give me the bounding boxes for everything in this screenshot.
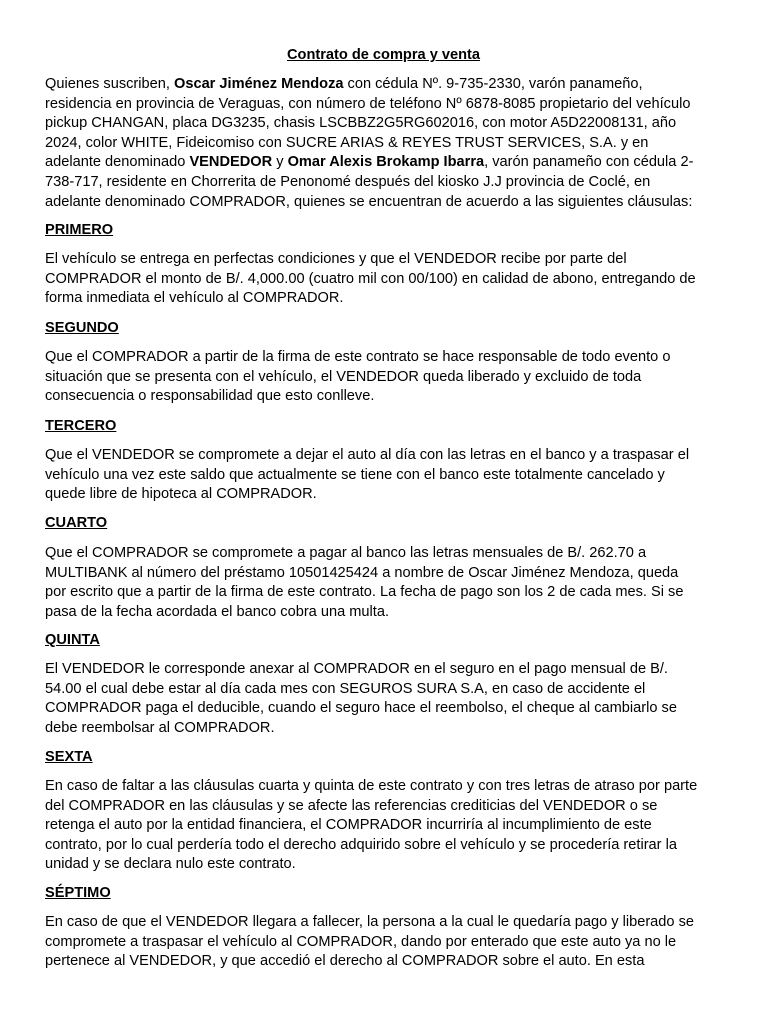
clause-line: unidad y se declara nulo este contrato. <box>45 856 296 873</box>
clause-line: El vehículo se entrega en perfectas condiciones y que el VENDEDOR recibe por parte del <box>45 251 627 267</box>
clause-line: situación que se presenta con el vehículo, el VENDEDOR queda liberado y excluido de toda <box>45 368 642 385</box>
clause-line: consecuencia o responsabilidad que esto conlleve. <box>45 388 375 405</box>
document-title: Contrato de compra y venta <box>286 47 480 63</box>
clause-body-cuarto <box>45 544 722 622</box>
intro-line: Quienes suscriben, Oscar Jiménez Mendoza con cédula Nº. 9-735-2330, varón panameño, <box>45 76 643 92</box>
clause-line: forma inmediata el vehículo al COMPRADOR. <box>45 290 344 307</box>
intro-line: adelante denominado COMPRADOR, quienes se encuentran de acuerdo a las siguientes cláusulas: <box>45 193 693 210</box>
clause-line: pasa de la fecha acordada el banco cobra una multa. <box>45 603 390 620</box>
clause-body-quinta <box>45 660 722 738</box>
clause-body-primero <box>45 250 722 309</box>
clause-line: por escrito que a partir de la firma de este contrato. La fecha de pago son los 2 de cada mes. Si se <box>45 584 684 601</box>
clause-body-segundo <box>45 348 722 407</box>
clause-line: Que el VENDEDOR se compromete a dejar el auto al día con las letras en el banco y a traspasar el <box>45 447 690 463</box>
intro-line: adelante denominado VENDEDOR y Omar Alexis Brokamp Ibarra, varón panameño con cédula 2- <box>45 154 694 171</box>
clause-heading-tercero: TERCERO <box>45 418 117 434</box>
clause-line: MULTIBANK al número del préstamo 10501425424 a nombre de Oscar Jiménez Mendoza, queda <box>45 564 679 581</box>
intro-paragraph <box>45 75 722 212</box>
clause-line: debe reembolsar al COMPRADOR. <box>45 719 275 736</box>
clause-line: contrato, por lo cual perdería todo el derecho adquirido sobre el vehículo y se procedería retirar la <box>45 836 677 853</box>
clause-line: En caso de que el VENDEDOR llegara a fallecer, la persona a la cual le quedaría pago y liberado se <box>45 914 695 930</box>
clause-line: El VENDEDOR le corresponde anexar al COMPRADOR en el seguro en el pago mensual de B/. <box>45 661 668 677</box>
clause-line: 54.00 el cual debe estar al día cada mes con SEGUROS SURA S.A, en caso de accidente el <box>45 680 646 697</box>
clause-line: del COMPRADOR en las cláusulas y se afecte las referencias crediticias del VENDEDOR o se <box>45 797 658 814</box>
clause-body-tercero <box>45 446 722 505</box>
clause-heading-primero: PRIMERO <box>45 222 114 238</box>
clause-body-septimo <box>45 913 722 972</box>
clause-heading-sexta: SEXTA <box>45 749 93 765</box>
clause-heading-septimo: SÉPTIMO <box>45 885 111 901</box>
intro-line: 738-717, residente en Chorrerita de Penonomé después del kiosko J.J provincia de Coclé, en <box>45 173 651 190</box>
clause-line: Que el COMPRADOR a partir de la firma de este contrato se hace responsable de todo evento o <box>45 349 671 365</box>
clause-line: COMPRADOR paga el deducible, cuando el seguro hace el reembolso, el cheque al cambiarlo se <box>45 700 677 717</box>
clause-heading-segundo: SEGUNDO <box>45 320 119 336</box>
clause-line: quede libre de hipoteca al COMPRADOR. <box>45 486 317 503</box>
clause-line: compromete a traspasar el vehículo al COMPRADOR, dando por enterado que este auto ya no le <box>45 933 677 950</box>
seller-label: VENDEDOR <box>189 154 273 171</box>
clause-line: vehículo una vez este saldo que actualmente se tiene con el banco este totalmente cancelado y <box>45 466 665 483</box>
clause-heading-cuarto: CUARTO <box>45 515 108 531</box>
clause-line: Que el COMPRADOR se compromete a pagar al banco las letras mensuales de B/. 262.70 a <box>45 545 647 561</box>
clause-heading-quinta: QUINTA <box>45 632 100 648</box>
clause-body-sexta <box>45 777 722 875</box>
intro-line: residencia en provincia de Veraguas, con número de teléfono Nº 6878-8085 propietario del vehículo <box>45 95 691 112</box>
buyer-name: Omar Alexis Brokamp Ibarra <box>287 154 485 171</box>
clause-line: En caso de faltar a las cláusulas cuarta y quinta de este contrato y con tres letras de atraso por parte <box>45 778 698 794</box>
seller-name: Oscar Jiménez Mendoza <box>173 76 344 92</box>
clause-line: pertenece al VENDEDOR, y que accedió el derecho al COMPRADOR sobre el auto. En esta <box>45 953 645 970</box>
intro-line: 2024, color WHITE, Fideicomiso con SUCRE ARIAS & REYES TRUST SERVICES, S.A. y en <box>45 134 649 151</box>
clause-line: retenga el auto por la entidad financiera, el COMPRADOR incurriría al incumplimiento de este <box>45 817 652 834</box>
intro-line: pickup CHANGAN, placa DG3235, chasis LSCBBZ2G5RG602016, con motor A5D22008131, año <box>45 115 677 132</box>
clause-line: COMPRADOR el monto de B/. 4,000.00 (cuatro mil con 00/100) en calidad de abono, entregando de <box>45 270 696 287</box>
